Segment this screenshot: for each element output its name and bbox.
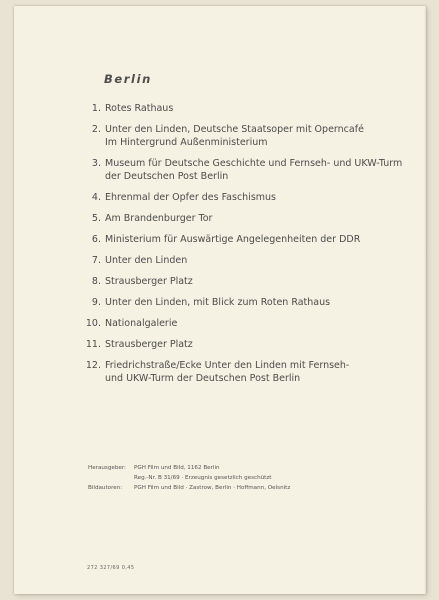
document-page (14, 6, 426, 594)
publisher-line: Reg.-Nr. B 31/69 · Erzeugnis gesetzlich geschützt (134, 475, 272, 481)
imprint-authors (88, 483, 290, 493)
item-number: 2. (91, 124, 101, 135)
item-text (105, 359, 410, 385)
item-text (105, 157, 410, 183)
item-number: 1. (91, 103, 101, 114)
item-line: Rotes Rathaus (105, 103, 174, 114)
item-number: 8. (91, 276, 101, 287)
list-item (80, 359, 410, 385)
list-item (80, 296, 410, 309)
page-title: Berlin (104, 72, 152, 86)
item-line: Strausberger Platz (105, 339, 193, 350)
item-line: Am Brandenburger Tor (105, 213, 213, 224)
item-text (105, 102, 410, 115)
item-line: und UKW-Turm der Deutschen Post Berlin (105, 373, 301, 384)
item-number: 11. (85, 339, 101, 350)
item-text (105, 191, 410, 204)
list-item (80, 123, 410, 149)
list-item (80, 338, 410, 351)
item-line: Friedrichstraße/Ecke Unter den Linden mit Fernseh- (105, 360, 350, 371)
list-item (80, 102, 410, 115)
item-number: 4. (91, 192, 101, 203)
item-line: Unter den Linden (105, 255, 188, 266)
item-text (105, 212, 410, 225)
item-number: 3. (91, 158, 101, 169)
item-line: Strausberger Platz (105, 276, 193, 287)
item-text (105, 296, 410, 309)
item-line: Museum für Deutsche Geschichte und Fernseh- und UKW-Turm (105, 158, 403, 169)
list-item (80, 317, 410, 330)
item-number: 7. (91, 255, 101, 266)
imprint (88, 463, 290, 493)
item-line: Ehrenmal der Opfer des Faschismus (105, 192, 277, 203)
list-item (80, 212, 410, 225)
authors-label: Bildautoren: (88, 485, 123, 491)
item-line: Im Hintergrund Außenministerium (105, 137, 268, 148)
item-text (105, 275, 410, 288)
authors-line: PGH Film und Bild · Zastrow, Berlin · Hoffmann, Oelsnitz (134, 485, 291, 491)
item-line: Nationalgalerie (105, 318, 178, 329)
item-number: 6. (91, 234, 101, 245)
item-line: der Deutschen Post Berlin (105, 171, 229, 182)
item-line: Unter den Linden, Deutsche Staatsoper mit Operncafé (105, 124, 364, 135)
list-item (80, 191, 410, 204)
item-line: Ministerium für Auswärtige Angelegenheiten der DDR (105, 234, 361, 245)
item-text (105, 123, 410, 149)
list-item (80, 233, 410, 246)
item-text (105, 254, 410, 267)
print-code: 272 327/69 0,45 (87, 565, 135, 571)
item-number: 9. (91, 297, 101, 308)
caption-list (80, 102, 410, 385)
item-number: 10. (85, 318, 101, 329)
publisher-line: PGH Film und Bild, 1162 Berlin (134, 465, 220, 471)
item-text (105, 317, 410, 330)
list-item (80, 254, 410, 267)
item-number: 5. (91, 213, 101, 224)
item-line: Unter den Linden, mit Blick zum Roten Rathaus (105, 297, 331, 308)
item-text (105, 338, 410, 351)
list-item (80, 157, 410, 183)
publisher-label: Herausgeber: (88, 465, 126, 471)
item-number: 12. (85, 360, 101, 371)
list-item (80, 275, 410, 288)
publisher-text (134, 463, 272, 483)
item-text (105, 233, 410, 246)
imprint-publisher (88, 463, 290, 483)
